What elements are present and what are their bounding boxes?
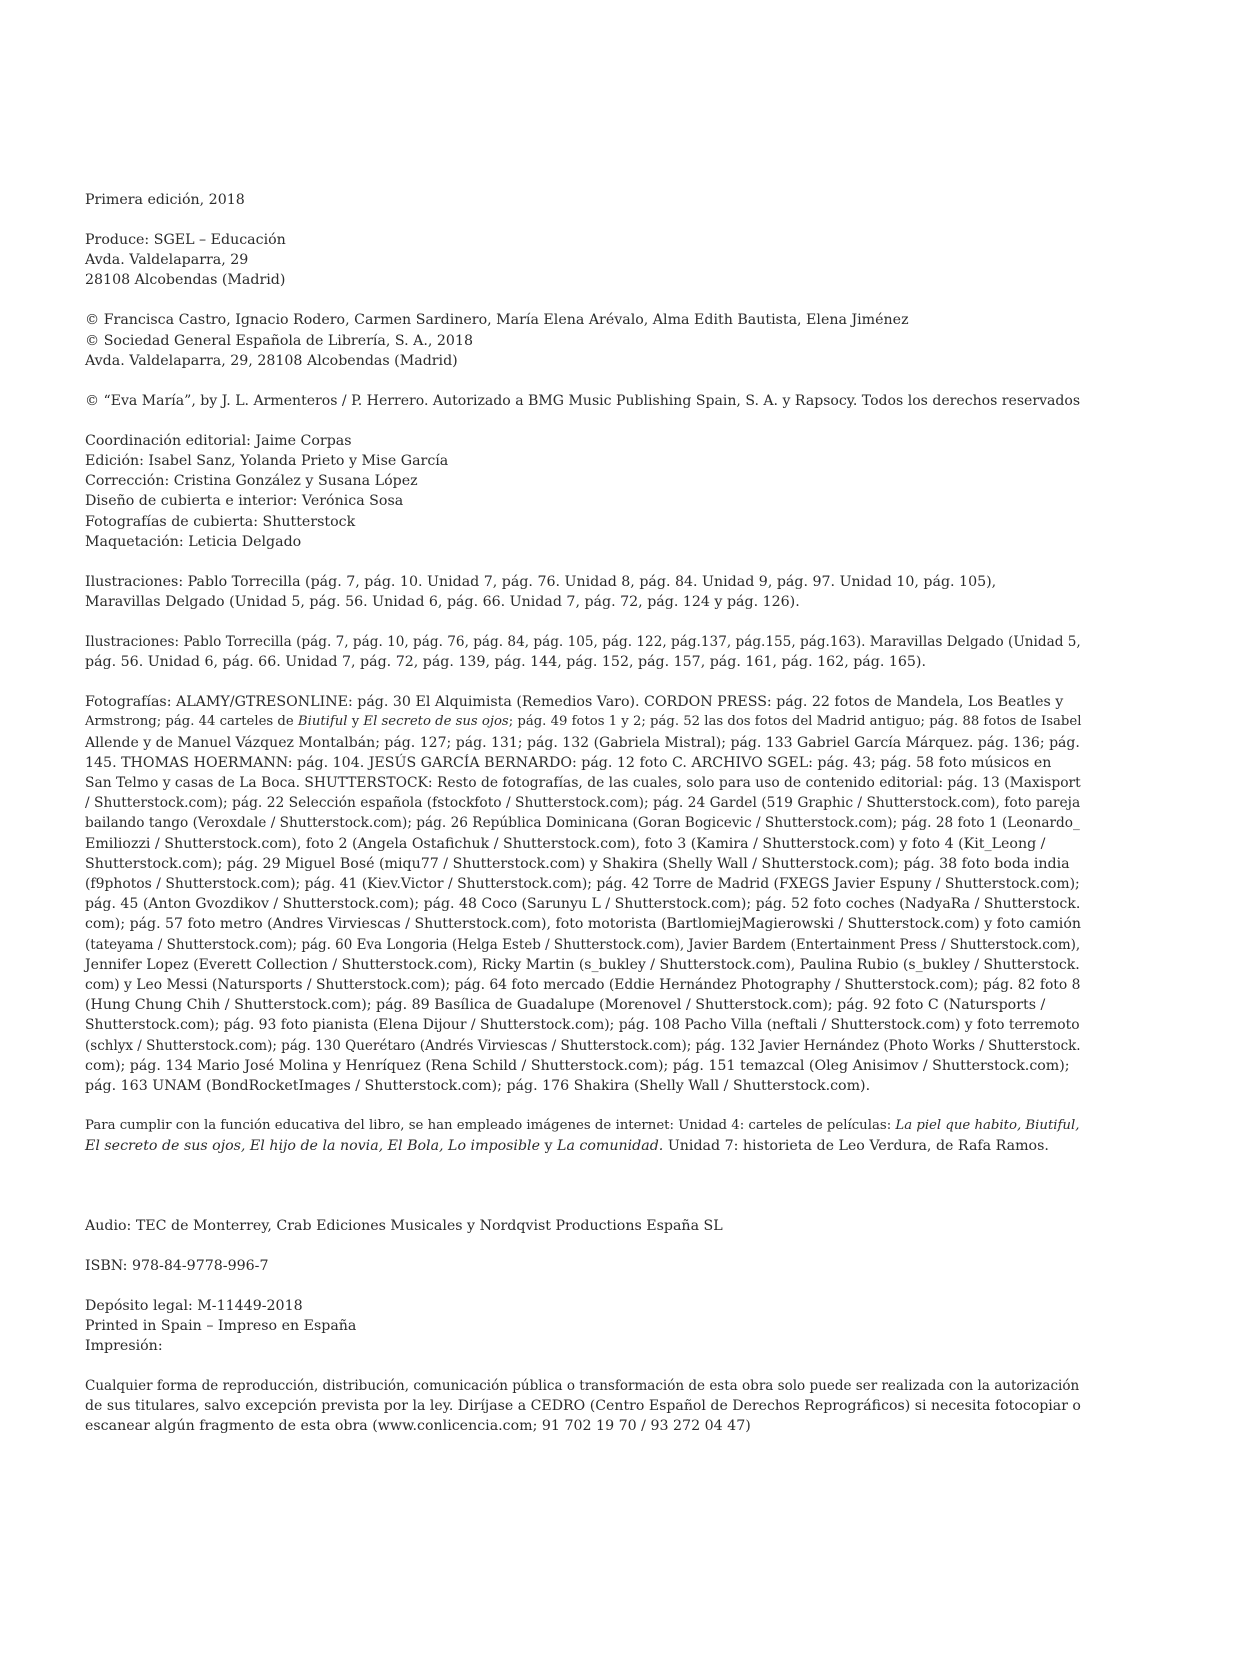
producer-city-line: 28108 Alcobendas (Madrid): [85, 272, 286, 289]
photo-credits-line: Jennifer Lopez (Everett Collection / Shutterstock.com), Ricky Martin (s_bukley / Shutterstock.com), Paulina Rubio (s_bukley / Shutterstock.: [85, 956, 1080, 973]
photo-credits-line: Shutterstock.com); pág. 93 foto pianista (Elena Dijour / Shutterstock.com); pág. 108 Pacho Villa (neftali / Shutterstock.com) y foto terremoto: [85, 1017, 1080, 1034]
spacer: [85, 291, 1080, 311]
internet-images-block: [85, 1116, 1080, 1156]
producer-address-line: Avda. Valdelaparra, 29: [85, 252, 249, 269]
illustrations-block-2: [85, 632, 1080, 672]
spacer: [85, 1157, 1080, 1216]
reproduction-notice-block: [85, 1376, 1080, 1437]
song-rights-block: [85, 391, 1080, 411]
edition-line: [85, 190, 1080, 210]
photo-credits-line: 145. THOMAS HOERMANN: pág. 104. JESÚS GARCÍA BERNARDO: pág. 12 foto C. ARCHIVO SGEL: pág. 43; pág. 58 foto músicos en: [85, 754, 1052, 771]
isbn-block: [85, 1256, 1080, 1276]
audio-block: [85, 1216, 1080, 1236]
spacer: [85, 210, 1080, 230]
printing-line: Impresión:: [85, 1337, 163, 1354]
producer-block: [85, 230, 1080, 291]
isbn-line: ISBN: 978-84-9778-996-7: [85, 1257, 269, 1274]
credit-layout: Maquetación: Leticia Delgado: [85, 533, 302, 550]
legal-deposit-line: Depósito legal: M-11449-2018: [85, 1297, 303, 1314]
photo-credits-line: / Shutterstock.com); pág. 22 Selección española (fstockfoto / Shutterstock.com); pág. 24 Gardel (519 Graphic / Shutterstock.com), foto pareja: [85, 795, 1081, 812]
credit-correction: Corrección: Cristina González y Susana López: [85, 473, 418, 490]
legal-block: [85, 1296, 1080, 1357]
spacer: [85, 552, 1080, 572]
photo-credits-line: com); pág. 134 Mario José Molina y Henríquez (Rena Schild / Shutterstock.com); pág. 151 temazcal (Oleg Anisimov / Shutterstock.com);: [85, 1057, 1070, 1074]
audio-line: Audio: TEC de Monterrey, Crab Ediciones Musicales y Nordqvist Productions España SL: [85, 1217, 723, 1234]
spacer: [85, 612, 1080, 632]
photo-credits-line: San Telmo y casas de La Boca. SHUTTERSTOCK: Resto de fotografías, de las cuales, solo para uso de contenido editorial: pág. 13 (Maxisport: [85, 775, 1081, 792]
publisher-copyright-line: © Sociedad General Española de Librería, S. A., 2018: [85, 332, 474, 349]
photo-credits-line: Shutterstock.com); pág. 29 Miguel Bosé (miqu77 / Shutterstock.com) y Shakira (Shelly Wall / Shutterstock.com); pág. 38 foto boda india: [85, 855, 1070, 872]
reproduction-notice-line: de sus titulares, salvo excepción prevista por la ley. Diríjase a CEDRO (Centro Español de Derechos Reprográficos) si necesita fotocopiar o: [85, 1398, 1081, 1415]
credits-block: [85, 431, 1080, 552]
photo-credits-line: pág. 45 (Anton Gvozdikov / Shutterstock.com); pág. 48 Coco (Sarunyu L / Shutterstock.com); pág. 52 foto coches (NadyaRa / Shutterstock.: [85, 896, 1081, 913]
photo-credits-line: (f9photos / Shutterstock.com); pág. 41 (Kiev.Victor / Shutterstock.com); pág. 42 Torre de Madrid (FXEGS Javier Espuny / Shutterstock.com);: [85, 876, 1080, 893]
spacer: [85, 1236, 1080, 1256]
song-rights-line: © “Eva María”, by J. L. Armenteros / P. Herrero. Autorizado a BMG Music Publishing Spain, S. A. y Rapsocy. Todos los derechos reservados: [85, 392, 1081, 409]
spacer: [85, 371, 1080, 391]
illustrations-2-line: pág. 56. Unidad 6, pág. 66. Unidad 7, pág. 72, pág. 139, pág. 144, pág. 152, pág. 157, pág. 161, pág. 162, pág. 165).: [85, 654, 926, 671]
photo-credits-line: com) y Leo Messi (Natursports / Shutterstock.com); pág. 64 foto mercado (Eddie Hernández Photography / Shutterstock.com); pág. 82 foto 8: [85, 977, 1081, 994]
illustrations-2-line: Ilustraciones: Pablo Torrecilla (pág. 7, pág. 10, pág. 76, pág. 84, pág. 105, pág. 122, pág.137, pág.155, pág.163). Maravillas Delgado (Unidad 5,: [85, 634, 1081, 651]
producer-line: Produce: SGEL – Educación: [85, 232, 286, 248]
photo-credits-line: com); pág. 57 foto metro (Andres Virviescas / Shutterstock.com), foto motorista (BartlomiejMagierowski / Shutterstock.com) y foto camión: [85, 916, 1081, 933]
spacer: [85, 1276, 1080, 1296]
photo-credits-line: Armstrong; pág. 44 carteles de Biutiful y El secreto de sus ojos; pág. 49 fotos 1 y 2; pág. 52 las dos fotos del Madrid antiguo; pág. 88 fotos de Isabel: [85, 714, 1082, 730]
spacer: [85, 1356, 1080, 1376]
photo-credits-line: Emiliozzi / Shutterstock.com), foto 2 (Angela Ostafichuk / Shutterstock.com), foto 3 (Kamira / Shutterstock.com) y foto 4 (Kit_Leong /: [85, 835, 1046, 852]
internet-images-line: Para cumplir con la función educativa del libro, se han empleado imágenes de internet: Unidad 4: carteles de películas: La piel que habito, Biutiful,: [85, 1118, 1080, 1134]
credit-edition: Edición: Isabel Sanz, Yolanda Prieto y Mise García: [85, 453, 449, 470]
photo-credits-block: [85, 692, 1080, 1096]
photo-credits-line: (schlyx / Shutterstock.com); pág. 130 Querétaro (Andrés Virviescas / Shutterstock.com); pág. 132 Javier Hernández (Photo Works / Shutterstock.: [85, 1037, 1081, 1054]
photo-credits-line: Allende y de Manuel Vázquez Montalbán; pág. 127; pág. 131; pág. 132 (Gabriela Mistral); pág. 133 Gabriel García Márquez. pág. 136; pág.: [85, 734, 1080, 751]
reproduction-notice-line: Cualquier forma de reproducción, distribución, comunicación pública o transformación de esta obra solo puede ser realizada con la autorización: [85, 1377, 1080, 1394]
spacer: [85, 1096, 1080, 1116]
credit-coordination: Coordinación editorial: Jaime Corpas: [85, 432, 352, 449]
authors-copyright-line: © Francisca Castro, Ignacio Rodero, Carmen Sardinero, María Elena Arévalo, Alma Edith Bautista, Elena Jiménez: [85, 312, 909, 329]
spacer: [85, 672, 1080, 692]
illustrations-1-line: Ilustraciones: Pablo Torrecilla (pág. 7, pág. 10. Unidad 7, pág. 76. Unidad 8, pág. 84. Unidad 9, pág. 97. Unidad 10, pág. 105),: [85, 573, 997, 590]
illustrations-block-1: [85, 572, 1080, 612]
photo-credits-line: pág. 163 UNAM (BondRocketImages / Shutterstock.com); pág. 176 Shakira (Shelly Wall / Shutterstock.com).: [85, 1078, 871, 1095]
credit-cover-photos: Fotografías de cubierta: Shutterstock: [85, 513, 356, 530]
photo-credits-line: bailando tango (Veroxdale / Shutterstock.com); pág. 26 República Dominicana (Goran Bogicevic / Shutterstock.com); pág. 28 foto 1 (Leonardo_: [85, 815, 1080, 832]
photo-credits-line: (Hung Chung Chih / Shutterstock.com); pág. 89 Basílica de Guadalupe (Morenovel / Shutterstock.com); pág. 92 foto C (Natursports /: [85, 997, 1046, 1014]
photo-credits-line: (tateyama / Shutterstock.com); pág. 60 Eva Longoria (Helga Esteb / Shutterstock.com), Javier Bardem (Entertainment Press / Shutterstock.com),: [85, 936, 1081, 953]
edition-text: Primera edición, 2018: [85, 192, 245, 208]
credit-design: Diseño de cubierta e interior: Verónica Sosa: [85, 493, 404, 510]
illustrations-1-line: Maravillas Delgado (Unidad 5, pág. 56. Unidad 6, pág. 66. Unidad 7, pág. 72, pág. 124 y pág. 126).: [85, 594, 800, 611]
spacer: [85, 411, 1080, 431]
internet-images-line: El secreto de sus ojos, El hijo de la novia, El Bola, Lo imposible y La comunidad. Unidad 7: historieta de Leo Verdura, de Rafa Ramos.: [85, 1138, 1049, 1155]
photo-credits-line: Fotografías: ALAMY/GTRESONLINE: pág. 30 El Alquimista (Remedios Varo). CORDON PRESS: pág. 22 fotos de Mandela, Los Beatles y: [85, 694, 1064, 711]
reproduction-notice-line: escanear algún fragmento de esta obra (www.conlicencia.com; 91 702 19 70 / 93 272 04 47): [85, 1418, 751, 1435]
publisher-address-line: Avda. Valdelaparra, 29, 28108 Alcobendas (Madrid): [85, 352, 458, 369]
printed-in-line: Printed in Spain – Impreso en España: [85, 1317, 357, 1334]
copyright-block: [85, 310, 1080, 371]
copyright-page: [85, 190, 1080, 1437]
